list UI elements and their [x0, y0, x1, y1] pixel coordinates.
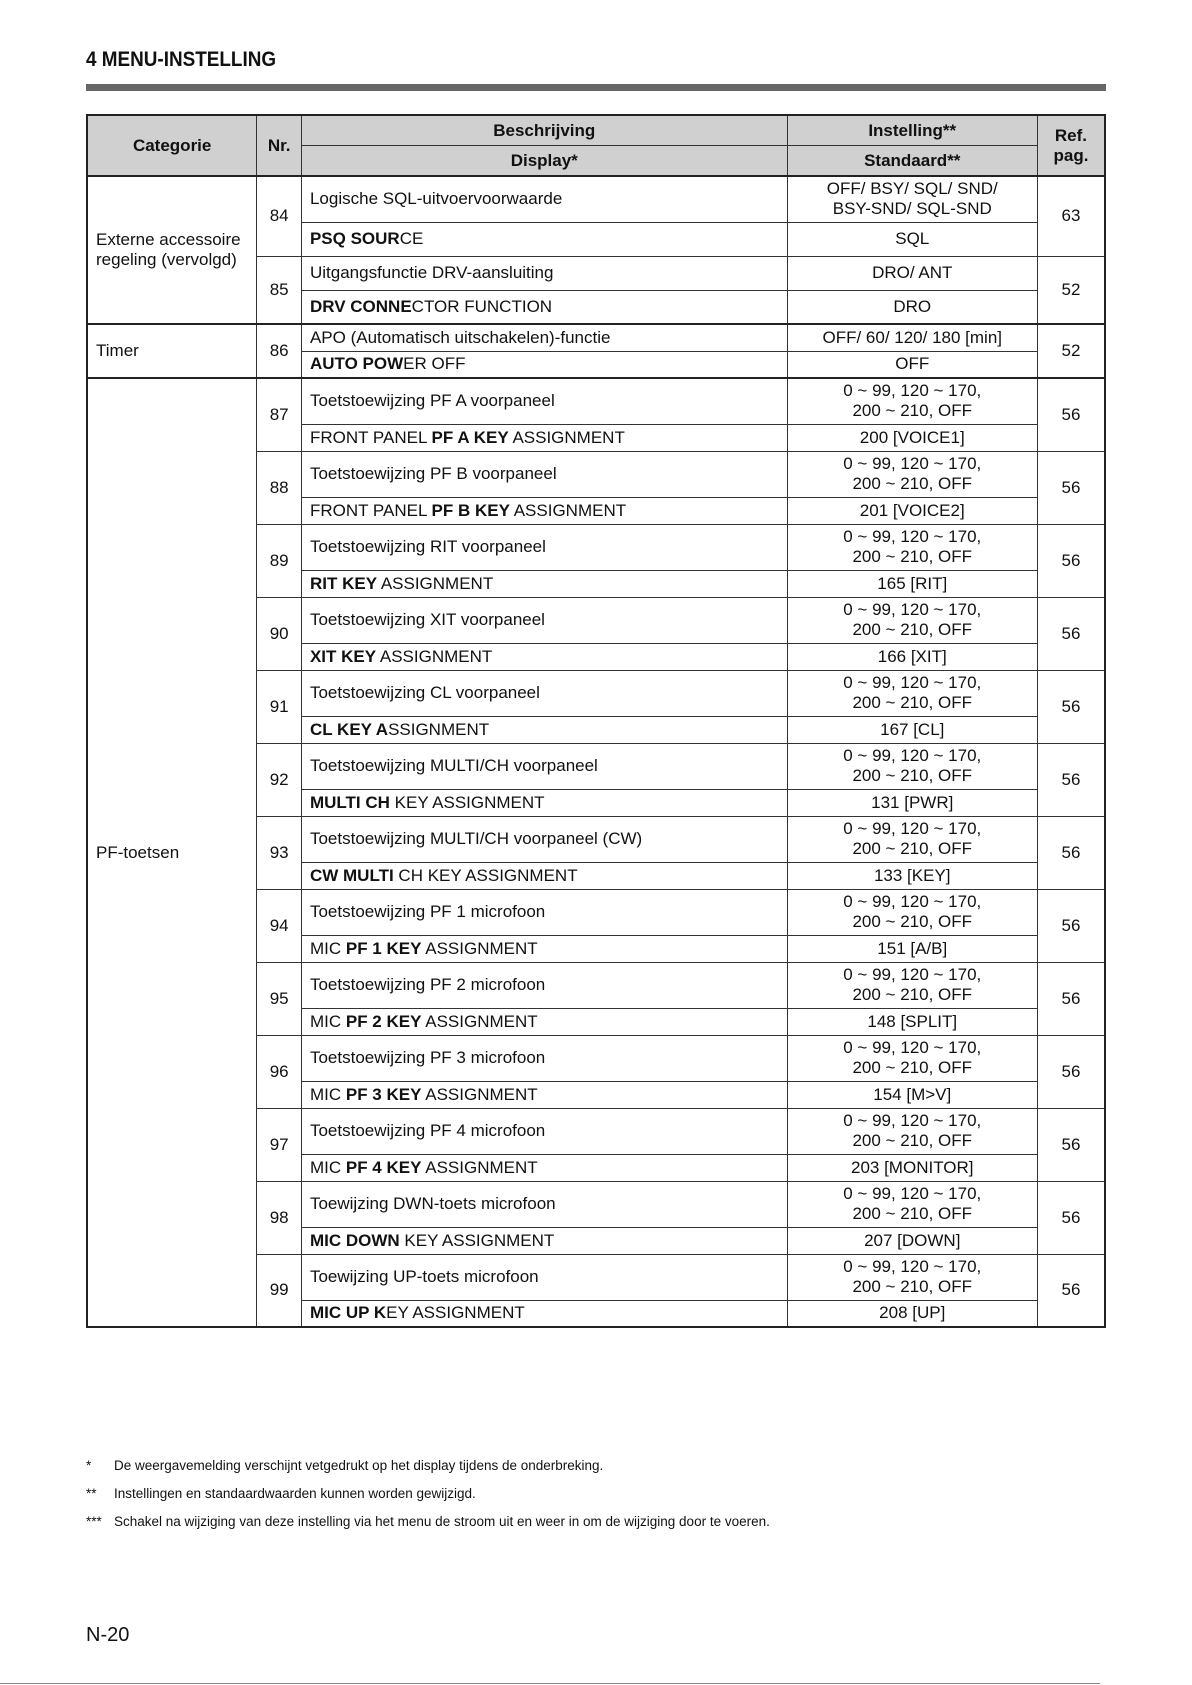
- display-prefix: MIC: [309, 1084, 346, 1104]
- display-bold: PF 1 KEY: [345, 938, 422, 958]
- display-suffix: ASSIGNMENT: [377, 573, 494, 593]
- default-value: 208 [UP]: [787, 1300, 1037, 1327]
- header-beschrijving: Beschrijving: [301, 115, 787, 146]
- table-row: [87, 324, 1105, 351]
- display-prefix: MIC: [309, 938, 346, 958]
- display-bold: CL KEY A: [309, 719, 389, 739]
- menu-number: 98: [257, 1181, 302, 1254]
- menu-number: 84: [257, 176, 302, 256]
- display-bold: PF B KEY: [431, 500, 510, 520]
- description: Toetstoewijzing MULTI/CH voorpaneel (CW): [301, 816, 787, 862]
- display-bold: CW MULTI: [309, 865, 394, 885]
- display-suffix: CTOR FUNCTION: [411, 296, 553, 316]
- footnote-text: Instellingen en standaardwaarden kunnen worden gewijzigd.: [114, 1486, 476, 1501]
- default-value: 148 [SPLIT]: [787, 1008, 1037, 1035]
- footnote: [86, 1508, 770, 1536]
- header-nr: Nr.: [257, 115, 302, 176]
- menu-number: 96: [257, 1035, 302, 1108]
- display-prefix: MIC: [309, 1157, 346, 1177]
- setting-range: 0 ~ 99, 120 ~ 170, 200 ~ 210, OFF: [787, 378, 1037, 424]
- setting-range: 0 ~ 99, 120 ~ 170, 200 ~ 210, OFF: [787, 451, 1037, 497]
- setting-range: 0 ~ 99, 120 ~ 170, 200 ~ 210, OFF: [787, 889, 1037, 935]
- setting-range: OFF/ BSY/ SQL/ SND/ BSY-SND/ SQL-SND: [787, 176, 1037, 222]
- display-suffix: ASSIGNMENT: [509, 500, 627, 520]
- display-text: [301, 570, 787, 597]
- display-bold: MULTI CH: [309, 792, 390, 812]
- header-categorie: Categorie: [87, 115, 257, 176]
- display-bold: PF 2 KEY: [345, 1011, 422, 1031]
- menu-number: 88: [257, 451, 302, 524]
- header-standaard: Standaard**: [787, 146, 1037, 177]
- display-bold: PF A KEY: [431, 427, 509, 447]
- description: Toetstoewijzing CL voorpaneel: [301, 670, 787, 716]
- ref-page: 56: [1037, 524, 1105, 597]
- description: Logische SQL-uitvoervoorwaarde: [301, 176, 787, 222]
- display-text: [301, 497, 787, 524]
- display-text: [301, 862, 787, 889]
- setting-range: 0 ~ 99, 120 ~ 170, 200 ~ 210, OFF: [787, 962, 1037, 1008]
- display-prefix: FRONT PANEL: [309, 427, 432, 447]
- menu-number: 93: [257, 816, 302, 889]
- default-value: 207 [DOWN]: [787, 1227, 1037, 1254]
- description: Toetstoewijzing MULTI/CH voorpaneel: [301, 743, 787, 789]
- footnote-mark: ***: [86, 1514, 102, 1529]
- default-value: OFF: [787, 351, 1037, 378]
- menu-number: 89: [257, 524, 302, 597]
- display-suffix: CH KEY ASSIGNMENT: [393, 865, 578, 885]
- display-bold: XIT KEY: [309, 646, 377, 666]
- setting-range: 0 ~ 99, 120 ~ 170, 200 ~ 210, OFF: [787, 524, 1037, 570]
- footnote-text: Schakel na wijziging van deze instelling via het menu de stroom uit en weer in om de wijziging door te voeren.: [114, 1514, 770, 1529]
- display-text: [301, 1227, 787, 1254]
- setting-range: DRO/ ANT: [787, 256, 1037, 290]
- category-cell: PF-toetsen: [87, 378, 257, 1327]
- ref-page: 52: [1037, 324, 1105, 378]
- display-prefix: MIC: [309, 1011, 346, 1031]
- page-number: N-20: [86, 1624, 130, 1646]
- display-suffix: ASSIGNMENT: [508, 427, 625, 447]
- display-text: [301, 1154, 787, 1181]
- display-suffix: ASSIGNMENT: [421, 1011, 538, 1031]
- menu-number: 95: [257, 962, 302, 1035]
- ref-page: 56: [1037, 670, 1105, 743]
- default-value: 167 [CL]: [787, 716, 1037, 743]
- description: Toetstoewijzing PF 3 microfoon: [301, 1035, 787, 1081]
- menu-number: 86: [257, 324, 302, 378]
- header-ref: Ref. pag.: [1037, 115, 1105, 176]
- setting-range: 0 ~ 99, 120 ~ 170, 200 ~ 210, OFF: [787, 1108, 1037, 1154]
- ref-page: 63: [1037, 176, 1105, 256]
- description: APO (Automatisch uitschakelen)-functie: [301, 324, 787, 351]
- default-value: SQL: [787, 222, 1037, 256]
- display-bold: AUTO POW: [309, 354, 404, 374]
- default-value: 133 [KEY]: [787, 862, 1037, 889]
- display-bold: MIC UP K: [309, 1303, 387, 1323]
- ref-page: 56: [1037, 451, 1105, 524]
- display-bold: PF 4 KEY: [345, 1157, 422, 1177]
- ref-page: 56: [1037, 1181, 1105, 1254]
- footnote-text: De weergavemelding verschijnt vetgedrukt op het display tijdens de onderbreking.: [114, 1458, 604, 1473]
- section-title: 4 MENU-INSTELLING: [86, 48, 277, 71]
- setting-range: 0 ~ 99, 120 ~ 170, 200 ~ 210, OFF: [787, 816, 1037, 862]
- menu-number: 92: [257, 743, 302, 816]
- footnote: [86, 1452, 770, 1480]
- ref-page: 56: [1037, 1035, 1105, 1108]
- display-text: [301, 716, 787, 743]
- header-instelling: Instelling**: [787, 115, 1037, 146]
- footnote-mark: **: [86, 1486, 97, 1501]
- menu-settings-table: [86, 114, 1106, 1328]
- setting-range: 0 ~ 99, 120 ~ 170, 200 ~ 210, OFF: [787, 743, 1037, 789]
- menu-number: 87: [257, 378, 302, 451]
- description: Toetstoewijzing PF B voorpaneel: [301, 451, 787, 497]
- display-bold: MIC DOWN: [309, 1230, 400, 1250]
- display-bold: DRV CONNE: [309, 296, 412, 316]
- display-bold: PSQ SOUR: [309, 229, 400, 248]
- display-text: [301, 643, 787, 670]
- description: Toetstoewijzing PF 1 microfoon: [301, 889, 787, 935]
- menu-number: 97: [257, 1108, 302, 1181]
- table-body: [87, 176, 1105, 1327]
- setting-range: 0 ~ 99, 120 ~ 170, 200 ~ 210, OFF: [787, 1254, 1037, 1300]
- display-text: [301, 222, 787, 256]
- description: Toetstoewijzing PF 2 microfoon: [301, 962, 787, 1008]
- bottom-rule: [0, 1683, 1100, 1684]
- menu-number: 94: [257, 889, 302, 962]
- default-value: 131 [PWR]: [787, 789, 1037, 816]
- footnote-mark: *: [86, 1458, 92, 1473]
- table-row: [87, 176, 1105, 222]
- description: Toetstoewijzing XIT voorpaneel: [301, 597, 787, 643]
- display-suffix: ASSIGNMENT: [421, 938, 538, 958]
- display-text: [301, 351, 787, 378]
- ref-page: 56: [1037, 743, 1105, 816]
- menu-number: 91: [257, 670, 302, 743]
- default-value: DRO: [787, 290, 1037, 324]
- display-suffix: SSIGNMENT: [388, 719, 490, 739]
- header-display: Display*: [301, 146, 787, 177]
- menu-number: 85: [257, 256, 302, 324]
- display-bold: PF 3 KEY: [345, 1084, 422, 1104]
- category-cell: Timer: [87, 324, 257, 378]
- setting-range: 0 ~ 99, 120 ~ 170, 200 ~ 210, OFF: [787, 1035, 1037, 1081]
- ref-page: 52: [1037, 256, 1105, 324]
- setting-range: 0 ~ 99, 120 ~ 170, 200 ~ 210, OFF: [787, 597, 1037, 643]
- default-value: 203 [MONITOR]: [787, 1154, 1037, 1181]
- ref-page: 56: [1037, 1108, 1105, 1181]
- display-suffix: ASSIGNMENT: [421, 1157, 538, 1177]
- default-value: 200 [VOICE1]: [787, 424, 1037, 451]
- display-text: [301, 789, 787, 816]
- display-suffix: KEY ASSIGNMENT: [389, 792, 545, 812]
- setting-range: OFF/ 60/ 120/ 180 [min]: [787, 324, 1037, 351]
- display-text: [301, 1081, 787, 1108]
- display-suffix: KEY ASSIGNMENT: [399, 1230, 555, 1250]
- ref-page: 56: [1037, 889, 1105, 962]
- display-suffix: CE: [399, 229, 424, 248]
- category-cell: Externe accessoire regeling (vervolgd): [87, 176, 257, 324]
- description: Toewijzing DWN-toets microfoon: [301, 1181, 787, 1227]
- default-value: 151 [A/B]: [787, 935, 1037, 962]
- footnotes: [86, 1452, 770, 1536]
- description: Toewijzing UP-toets microfoon: [301, 1254, 787, 1300]
- menu-number: 90: [257, 597, 302, 670]
- ref-page: 56: [1037, 597, 1105, 670]
- header-rule: [86, 84, 1106, 91]
- display-text: [301, 290, 787, 324]
- display-text: [301, 935, 787, 962]
- footnote: [86, 1480, 770, 1508]
- display-suffix: ER OFF: [403, 354, 466, 374]
- default-value: 165 [RIT]: [787, 570, 1037, 597]
- display-suffix: ASSIGNMENT: [376, 646, 493, 666]
- ref-page: 56: [1037, 378, 1105, 451]
- display-text: [301, 1008, 787, 1035]
- default-value: 166 [XIT]: [787, 643, 1037, 670]
- description: Toetstoewijzing RIT voorpaneel: [301, 524, 787, 570]
- display-bold: RIT KEY: [309, 573, 378, 593]
- default-value: 154 [M>V]: [787, 1081, 1037, 1108]
- display-text: [301, 424, 787, 451]
- description: Toetstoewijzing PF A voorpaneel: [301, 378, 787, 424]
- menu-number: 99: [257, 1254, 302, 1327]
- display-prefix: FRONT PANEL: [309, 500, 432, 520]
- setting-range: 0 ~ 99, 120 ~ 170, 200 ~ 210, OFF: [787, 670, 1037, 716]
- display-text: [301, 1300, 787, 1327]
- table-row: [87, 378, 1105, 424]
- setting-range: 0 ~ 99, 120 ~ 170, 200 ~ 210, OFF: [787, 1181, 1037, 1227]
- ref-page: 56: [1037, 816, 1105, 889]
- ref-page: 56: [1037, 962, 1105, 1035]
- display-suffix: ASSIGNMENT: [421, 1084, 538, 1104]
- display-suffix: EY ASSIGNMENT: [386, 1303, 525, 1323]
- ref-page: 56: [1037, 1254, 1105, 1327]
- description: Toetstoewijzing PF 4 microfoon: [301, 1108, 787, 1154]
- default-value: 201 [VOICE2]: [787, 497, 1037, 524]
- description: Uitgangsfunctie DRV-aansluiting: [301, 256, 787, 290]
